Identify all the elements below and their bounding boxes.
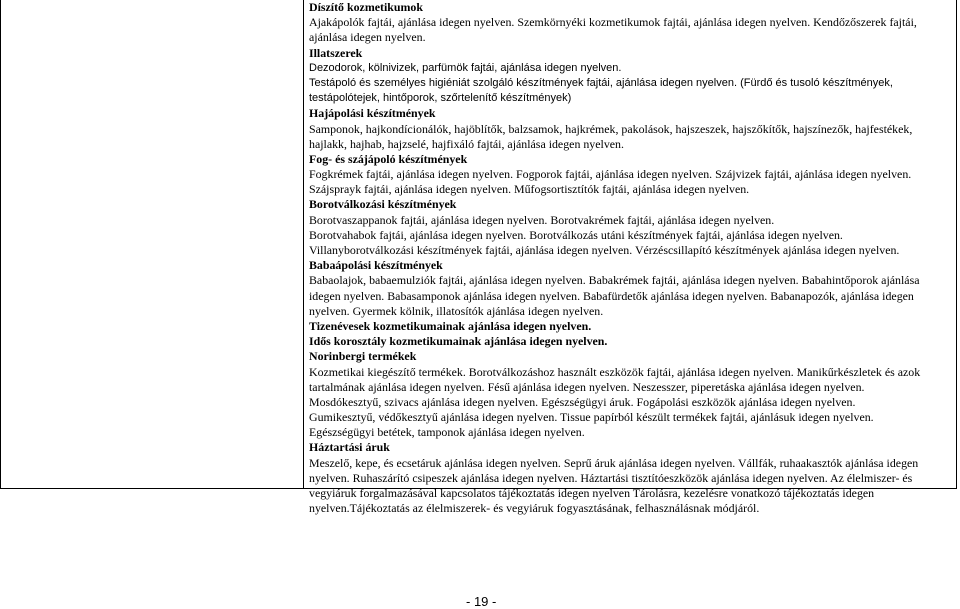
text-line: nyelven.Tájékoztatás az élelmiszerek- és vegyiáruk fogyasztásának, felhasználásnak módjáról. <box>309 501 760 516</box>
text-line: nyelven. Gyermek kölnik, illatosítók ajánlása idegen nyelven. <box>309 303 604 318</box>
section-heading: Illatszerek <box>309 45 363 60</box>
text-line: Fogkrémek fajtái, ajánlása idegen nyelven. Fogporok fajtái, ajánlása idegen nyelven. Szájvizek fajtái, ajánlása idegen nyelven. <box>309 167 912 182</box>
text-line: Ajakápolók fajtái, ajánlása idegen nyelven. Szemkörnyéki kozmetikumok fajtái, ajánlása idegen nyelven. Kendőzőszerek fajtái, <box>309 15 917 30</box>
section-heading: Fog- és szájápoló készítmények <box>309 151 468 166</box>
section-heading: Hajápolási készítmények <box>309 106 436 121</box>
page-number: - 19 - <box>466 594 497 609</box>
text-line: Dezodorok, kölnivizek, parfümök fajtái, ajánlása idegen nyelven. <box>309 61 622 74</box>
text-line: nyelven. Ruhaszárító csipeszek ajánlása idegen nyelven. Háztartási tisztítóeszközök ajánlása idegen nyelven. Az élelmiszer- és <box>309 470 913 485</box>
text-line: Gumikesztyű, védőkesztyű ajánlása idegen nyelven. Tissue papírból készült termékek fajtái, ajánlásuk idegen nyelven. <box>309 410 874 425</box>
section-heading: Norinbergi termékek <box>309 349 417 364</box>
text-line: Babaolajok, babaemulziók fajtái, ajánlása idegen nyelven. Babakrémek fajtái, ajánlása idegen nyelven. Babahintőporok ajánlása <box>309 273 920 288</box>
text-line: Kozmetikai kiegészítő termékek. Borotválkozáshoz használt eszközök fajtái, ajánlása idegen nyelven. Manikűrkészletek és azok <box>309 364 921 379</box>
text-line: ajánlása idegen nyelven. <box>309 30 426 45</box>
text-line: idegen nyelven. Babasamponok ajánlása idegen nyelven. Babafürdetők ajánlása idegen nyelven. Babanapozók, ajánlása idegen <box>309 288 914 303</box>
text-line: hajlakk, hajhab, hajzselé, hajfixáló fajtái, ajánlása idegen nyelven. <box>309 136 624 151</box>
text-line: Samponok, hajkondícionálók, hajöblítők, balzsamok, hajkrémek, pakolások, hajszeszek, hajszőkítők, hajszínezők, hajfestékek, <box>309 121 913 136</box>
text-line: Villanyborotválkozási készítmények fajtái, ajánlása idegen nyelven. Vérzéscsillapító készítmények ajánlása idegen nyelven. <box>309 243 900 257</box>
section-heading: Tizenévesek kozmetikumainak ajánlása idegen nyelven. <box>309 318 592 333</box>
text-line: Borotvaszappanok fajtái, ajánlása idegen nyelven. Borotvakrémek fajtái, ajánlása idegen nyelven. <box>309 212 775 227</box>
column-divider <box>303 0 304 489</box>
text-line: Meszelő, kepe, és ecsetáruk ajánlása idegen nyelven. Seprű áruk ajánlása idegen nyelven. Vállfák, ruhaakasztók ajánlása idegen <box>309 455 919 470</box>
section-heading: Díszítő kozmetikumok <box>309 0 423 14</box>
section-heading: Idős korosztály kozmetikumainak ajánlása idegen nyelven. <box>309 334 608 349</box>
section-heading: Borotválkozási készítmények <box>309 197 457 212</box>
text-line: vegyiáruk forgalmazásával kapcsolatos tájékoztatás idegen nyelven Tárolásra, kezelésre vonatkozó tájékoztatás idegen <box>309 486 875 500</box>
text-line: Borotvahabok fajtái, ajánlása idegen nyelven. Borotválkozás utáni készítmények fajtái, ajánlása idegen nyelven. <box>309 227 843 242</box>
text-line: Mosdókesztyű, szivacs ajánlása idegen nyelven. Egészségügyi áruk. Fogápolási eszközök ajánlása idegen nyelven. <box>309 394 856 409</box>
text-line: tartalmának ajánlása idegen nyelven. Fésű ajánlása idegen nyelven. Neszesszer, piperetáska ajánlása idegen nyelven. <box>309 379 865 394</box>
text-line: testápolótejek, hintőporok, szőrtelenítő készítmények) <box>309 92 572 105</box>
table-cell-content <box>309 0 949 516</box>
text-line: Testápoló és személyes higiéniát szolgáló készítmények fajtái, ajánlása idegen nyelven. (Fürdő és tusoló készítmények, <box>309 76 893 89</box>
text-line: Egészségügyi betétek, tamponok ajánlása idegen nyelven. <box>309 425 585 440</box>
text-line: Szájsprayk fajtái, ajánlása idegen nyelven. Műfogsortisztítók fajtái, ajánlása idegen nyelven. <box>309 182 750 197</box>
section-heading: Babaápolási készítmények <box>309 258 443 273</box>
section-heading: Háztartási áruk <box>309 440 390 455</box>
